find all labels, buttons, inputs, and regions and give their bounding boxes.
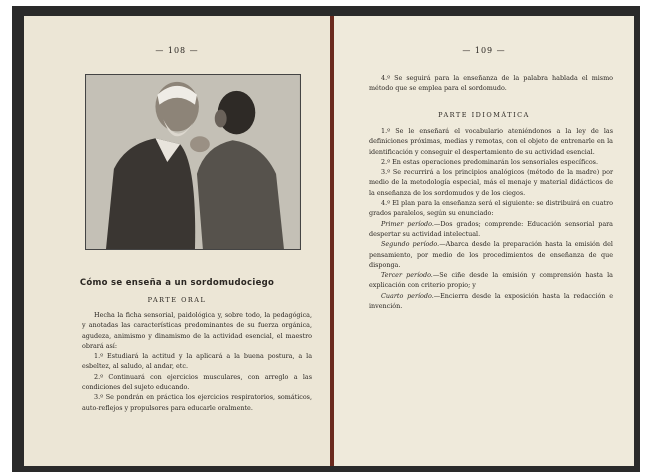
paragraph: 3.º Se pondrán en práctica los ejercicios respiratorios, somáticos, auto-reflejos y propulsores para educarle oralmente.	[82, 393, 312, 412]
left-page	[24, 16, 330, 466]
paragraph: Hecha la ficha sensorial, paidológica y, sobre todo, la pedagógica, y anotadas las características predominantes de su fuerza orgánica, agudeza, animismo y dinamismo de la actividad esencial, el maestro obrará así:	[82, 311, 312, 350]
section-heading: PARTE ORAL	[147, 296, 207, 304]
period-paragraph	[369, 219, 613, 240]
period-paragraph	[369, 291, 613, 312]
paragraph: 4.º Se seguirá para la enseñanza de la palabra hablada el mismo método que se emplea para el sordomudo.	[369, 74, 613, 93]
period-text: —Abarca desde la preparación hasta la emisión del pensamiento, por medio de los procedimientos de enseñanza de que disponga.	[369, 240, 613, 269]
period-text: —Encierra desde la exposición hasta la redacción e invención.	[369, 291, 613, 311]
section-heading: PARTE IDIOMÁTICA	[438, 111, 530, 119]
left-body-text	[82, 310, 312, 413]
teacher-and-child-illustration	[86, 75, 300, 249]
paragraph: 2.º En estas operaciones predominarán los sensoriales específicos.	[381, 157, 598, 166]
open-book	[12, 6, 640, 472]
paragraph: 2.º Continuará con ejercicios musculares, con arreglo a las condiciones del sujeto educando.	[82, 372, 312, 392]
page-number: — 108 —	[155, 46, 199, 55]
paragraph: 1.º Estudiará la actitud y la aplicará a la buena postura, a la esbeltez, al saludo, al andar, etc.	[82, 352, 312, 371]
photo-caption: Cómo se enseña a un sordomudociego	[79, 278, 275, 288]
photograph	[85, 74, 301, 250]
right-page	[334, 16, 634, 466]
period-name: Tercer período.	[381, 271, 433, 280]
page-number: — 109 —	[462, 46, 506, 55]
period-text: —Se ciñe desde la emisión y comprensión hasta la explicación con criterio propio; y	[369, 271, 613, 290]
right-body-text	[369, 126, 613, 311]
period-paragraph	[369, 270, 613, 291]
right-top-text	[369, 73, 613, 94]
period-paragraph	[369, 239, 613, 270]
paragraph: 1.º Se le enseñará el vocabulario ateniéndonos a la ley de las definiciones próximas, medias y remotas, con el objeto de entrenarle en la identificación y conseguir el despertamiento de su actividad esencial.	[369, 127, 613, 156]
period-text: —Dos grados; comprende: Educación sensorial para despertar su actividad intelectual.	[369, 219, 613, 238]
paragraph: 3.º Se recurrirá a los principios analógicos (método de la madre) por medio de la metodología especial, más el menaje y material didácticos de la enseñanza de los sordomudos y de los ciegos.	[369, 168, 613, 197]
period-name: Segundo período.	[381, 240, 440, 249]
period-name: Primer período.	[381, 219, 434, 228]
paragraph: 4.º El plan para la enseñanza será el siguiente: se distribuirá en cuatro grados paralelos, según su enunciado:	[369, 199, 613, 218]
period-name: Cuarto período.	[381, 291, 434, 300]
